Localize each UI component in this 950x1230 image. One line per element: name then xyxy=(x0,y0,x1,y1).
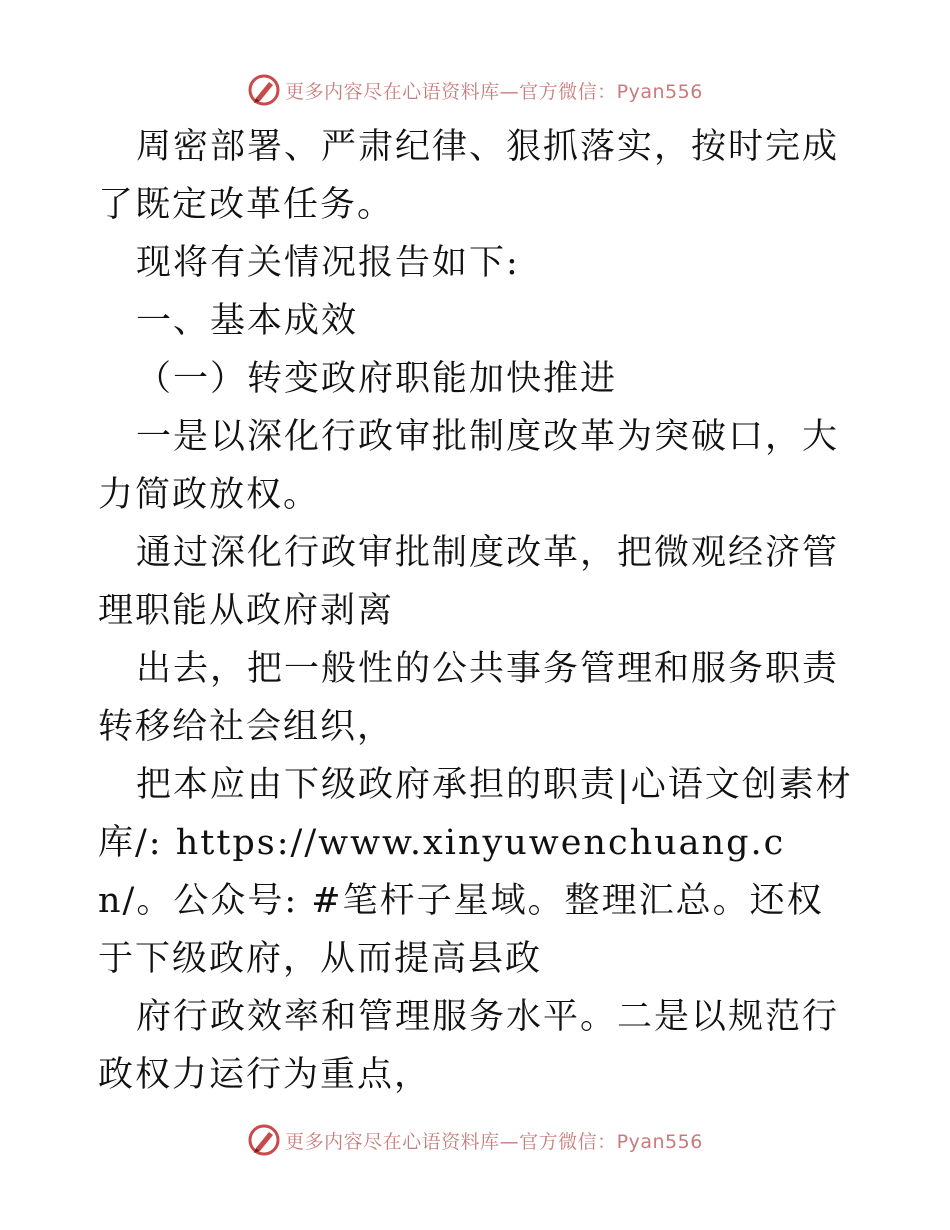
paragraph-7: 出去，把一般性的公共事务管理和服务职责转移给社会组织， xyxy=(98,649,840,747)
document-body xyxy=(98,118,858,1104)
header-banner xyxy=(0,70,950,110)
section-heading: 一、基本成效 xyxy=(136,301,359,341)
paragraph-9: 府行政效率和管理服务水平。二是以规范行政权力运行为重点， xyxy=(98,997,840,1095)
footer-banner-text: 更多内容尽在心语资料库—官方微信：Pyan556 xyxy=(285,1130,703,1153)
paragraph-2: 现将有关情况报告如下: xyxy=(136,243,520,283)
paragraph-6: 通过深化行政审批制度改革，把微观经济管理职能从政府剥离 xyxy=(98,533,840,631)
pen-seal-logo-icon xyxy=(247,73,281,107)
subsection-heading: （一）转变政府职能加快推进 xyxy=(136,359,618,399)
header-banner-text: 更多内容尽在心语资料库—官方微信：Pyan556 xyxy=(285,80,703,103)
footer-banner xyxy=(0,1120,950,1160)
paragraph-1: 周密部署、严肃纪律、狠抓落实，按时完成了既定改革任务。 xyxy=(98,127,840,225)
paragraph-5: 一是以深化行政审批制度改革为突破口，大力简政放权。 xyxy=(98,417,840,515)
paragraph-8: 把本应由下级政府承担的职责|心语文创素材库/: https://www.xinyuwenchuang.cn/。公众号: #笔杆子星域。整理汇总。还权于下级政府，从而提高县政 xyxy=(98,765,853,979)
pen-seal-logo-icon xyxy=(247,1123,281,1157)
